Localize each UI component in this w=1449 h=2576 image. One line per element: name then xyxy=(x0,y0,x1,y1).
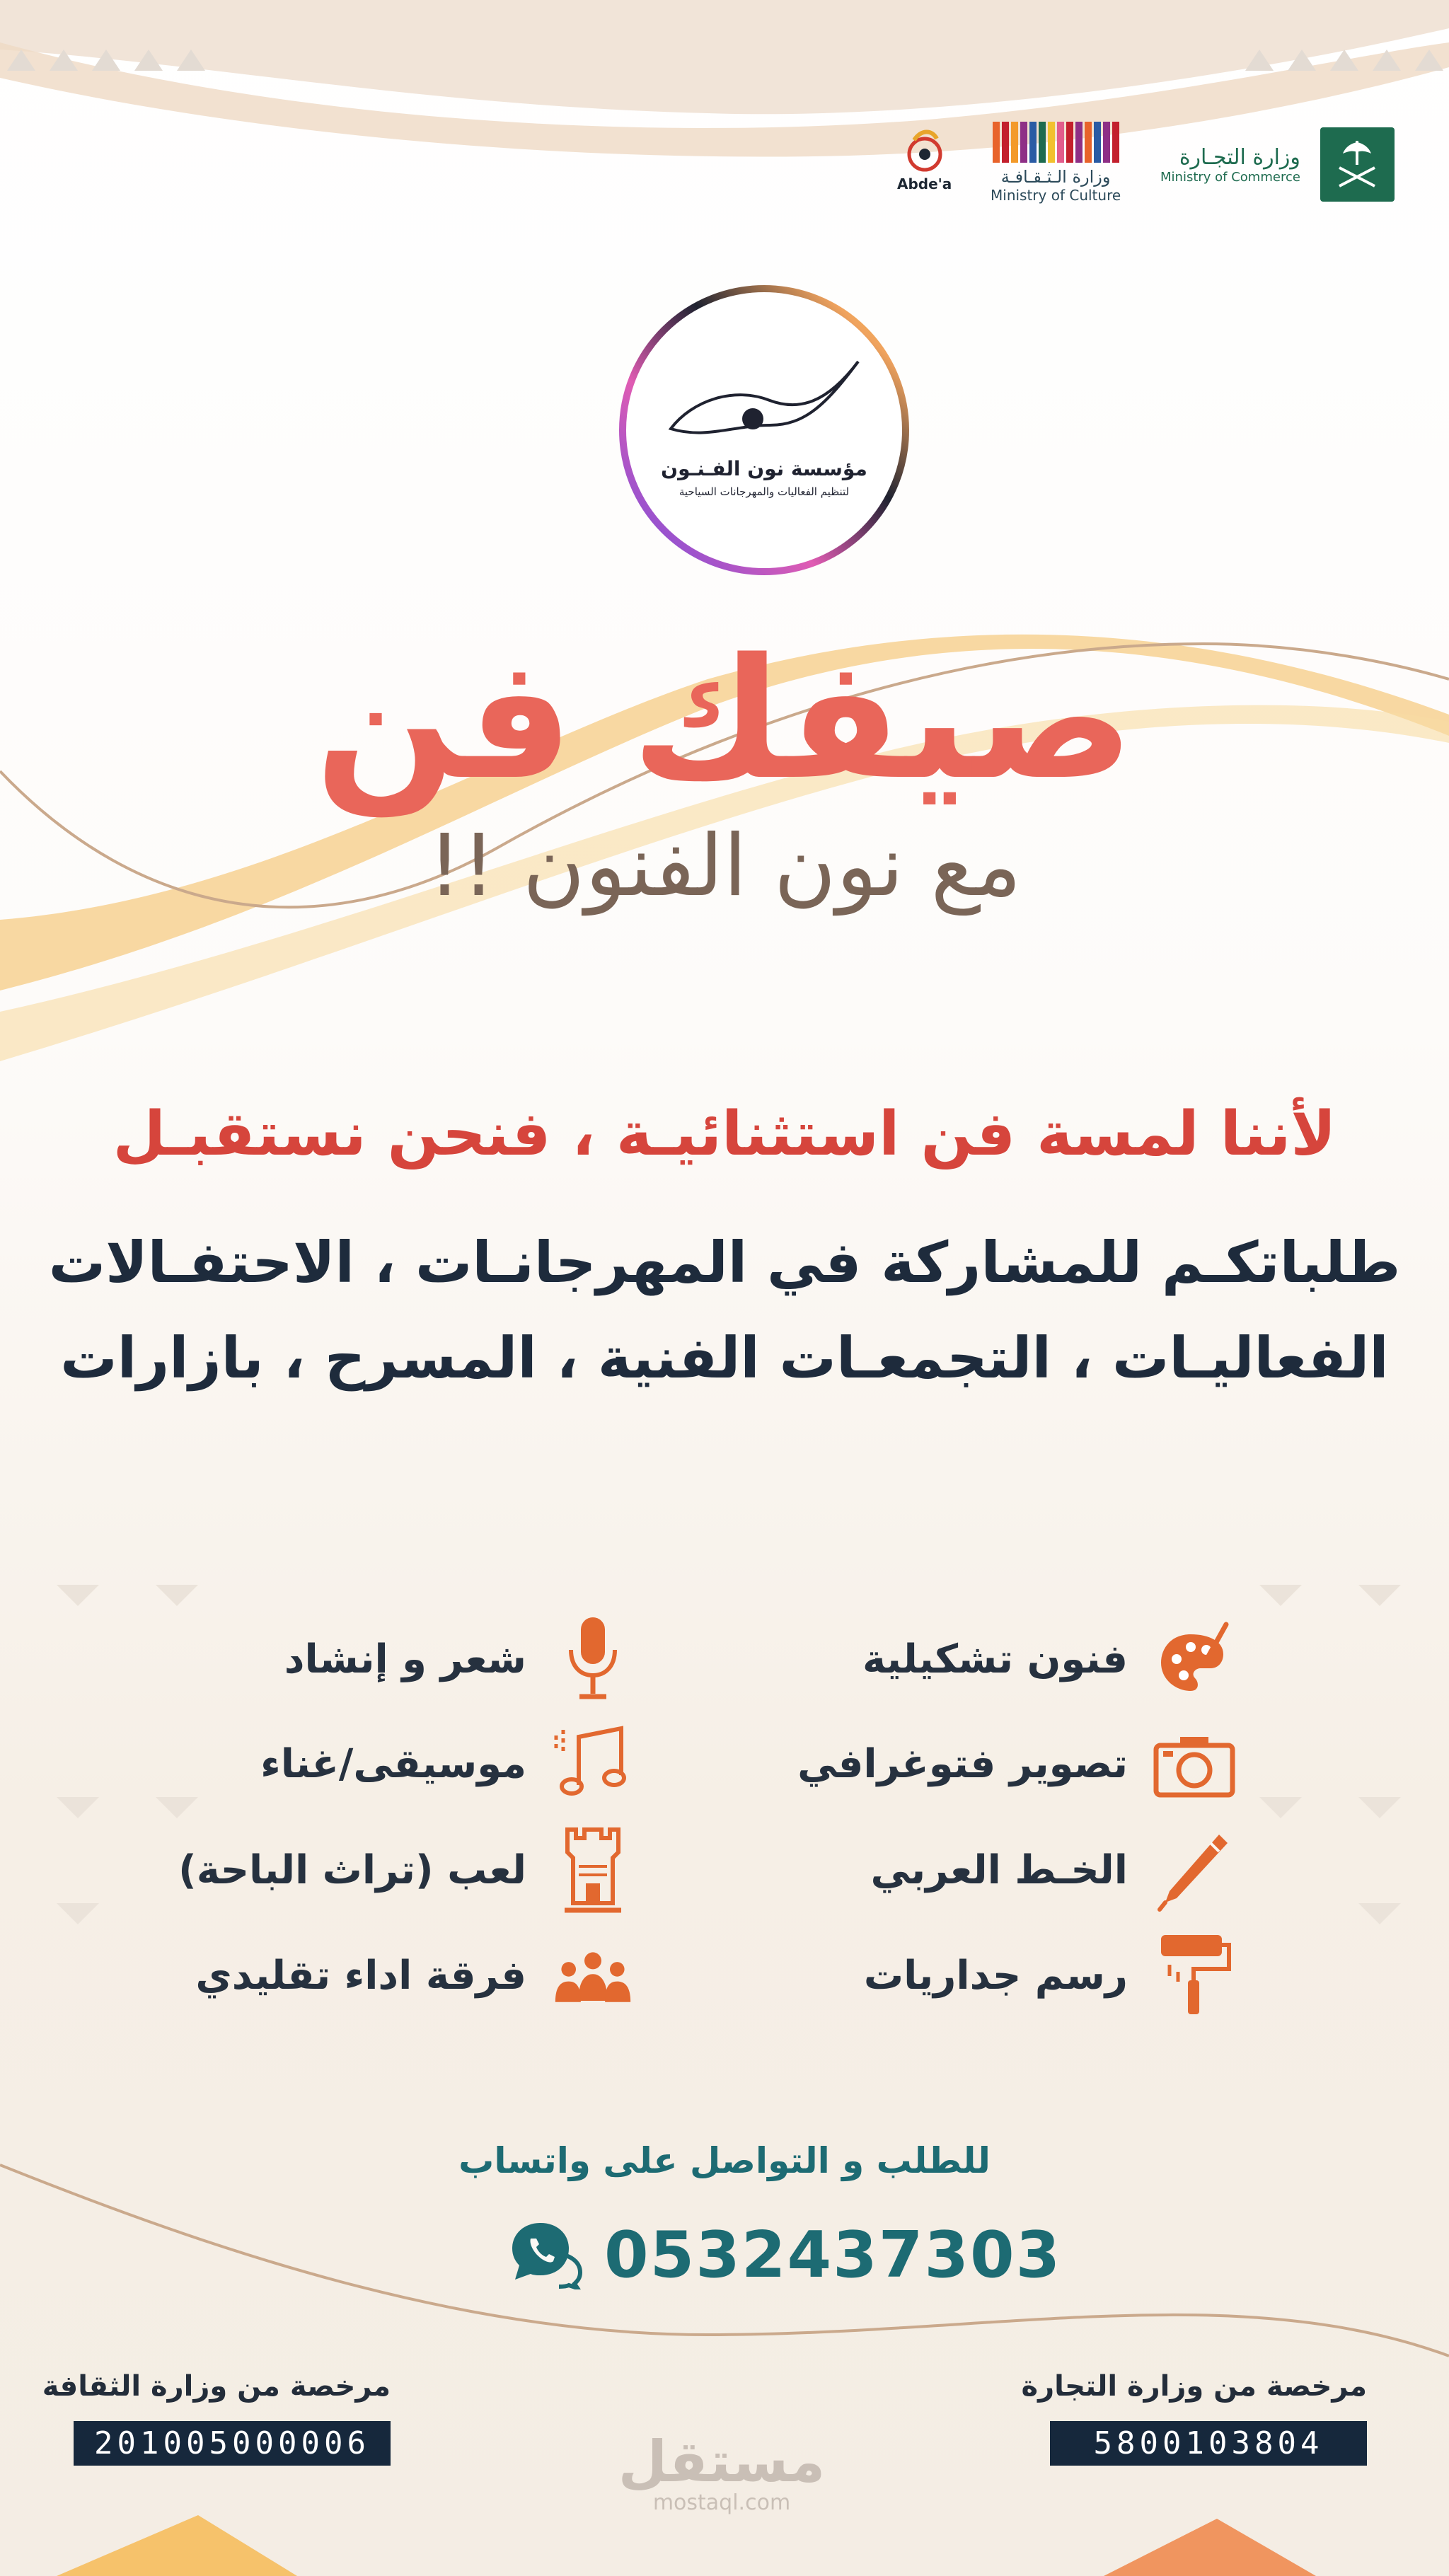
ministry-of-commerce-logo xyxy=(1160,127,1395,202)
service-photography xyxy=(797,1721,1237,1806)
service-music xyxy=(260,1721,635,1806)
contact-label: للطلب و التواصل على واتساب xyxy=(458,2140,991,2181)
watermark-en: mostaql.com xyxy=(652,2490,791,2515)
culture-stripes-icon xyxy=(993,122,1119,163)
culture-license xyxy=(42,2370,391,2466)
service-label: فنون تشكيلية xyxy=(862,1636,1128,1682)
culture-logo-en: Ministry of Culture xyxy=(991,187,1121,204)
sub-headline: مع نون الفنون !! xyxy=(427,817,1022,916)
intro-line-2: طلباتكـم للمشاركة في المهرجانـات ، الاحتفـالات xyxy=(48,1230,1401,1295)
service-label: موسيقى/غناء xyxy=(260,1740,526,1787)
service-murals xyxy=(864,1933,1237,2018)
paint-roller-icon xyxy=(1152,1933,1237,2018)
pen-icon xyxy=(1152,1827,1237,1912)
abdea-logo-text: Abde'a xyxy=(897,175,952,192)
culture-logo-ar: وزارة الـثـقـافـة xyxy=(1000,167,1111,187)
organization-logo xyxy=(614,280,914,580)
organization-subtitle: لتنظيم الفعاليات والمهرجانات السياحية xyxy=(679,485,850,498)
service-visual-arts xyxy=(862,1617,1237,1702)
phone-number: 0532437303 xyxy=(604,2218,1062,2292)
service-label: الخـط العربي xyxy=(870,1847,1128,1893)
camera-icon xyxy=(1152,1721,1237,1806)
culture-license-label: مرخصة من وزارة الثقافة xyxy=(42,2370,391,2403)
service-label: شعر و إنشاد xyxy=(284,1636,526,1682)
palette-icon xyxy=(1152,1617,1237,1702)
abdea-logo xyxy=(897,126,952,192)
service-label: فرقة اداء تقليدي xyxy=(195,1952,526,1999)
service-label: رسم جداريات xyxy=(863,1952,1128,1999)
commerce-logo-en: Ministry of Commerce xyxy=(1160,169,1300,185)
commerce-logo-ar: وزارة التجـارة xyxy=(1179,144,1300,170)
whatsapp-icon xyxy=(509,2219,586,2292)
culture-license-number: 201005000006 xyxy=(74,2421,391,2466)
abdea-mark-icon xyxy=(900,126,949,175)
microphone-icon xyxy=(550,1617,635,1702)
service-label: تصوير فتوغرافي xyxy=(797,1740,1128,1787)
music-notes-icon xyxy=(550,1721,635,1806)
main-headline: صيفك فن xyxy=(314,623,1135,816)
intro-line-3: الفعاليـات ، التجمعـات الفنية ، المسرح ، بازارات xyxy=(60,1325,1389,1391)
organization-name: مؤسسة نون الفـنـون xyxy=(661,457,867,480)
watermark-ar: مستقل xyxy=(618,2429,826,2495)
castle-tower-icon xyxy=(550,1827,635,1912)
service-heritage-games xyxy=(178,1827,635,1912)
service-label: لعب (تراث الباحة) xyxy=(178,1847,526,1893)
commerce-license-number: 5800103804 xyxy=(1050,2421,1367,2466)
commerce-license-label: مرخصة من وزارة التجارة xyxy=(1021,2370,1367,2403)
mostaql-watermark xyxy=(608,2429,835,2515)
service-calligraphy xyxy=(870,1827,1237,1912)
group-icon xyxy=(550,1933,635,2018)
service-traditional-troupe xyxy=(195,1933,635,2018)
phone-contact[interactable] xyxy=(509,2218,1061,2292)
commerce-license xyxy=(1021,2370,1367,2466)
saudi-emblem-icon xyxy=(1320,127,1395,202)
service-poetry xyxy=(284,1617,635,1702)
organization-ring-icon xyxy=(614,280,914,580)
ministry-of-culture-logo xyxy=(991,122,1121,204)
intro-line-1: لأننا لمسة فن استثنائيـة ، فنحن نستقبـل xyxy=(112,1099,1337,1169)
